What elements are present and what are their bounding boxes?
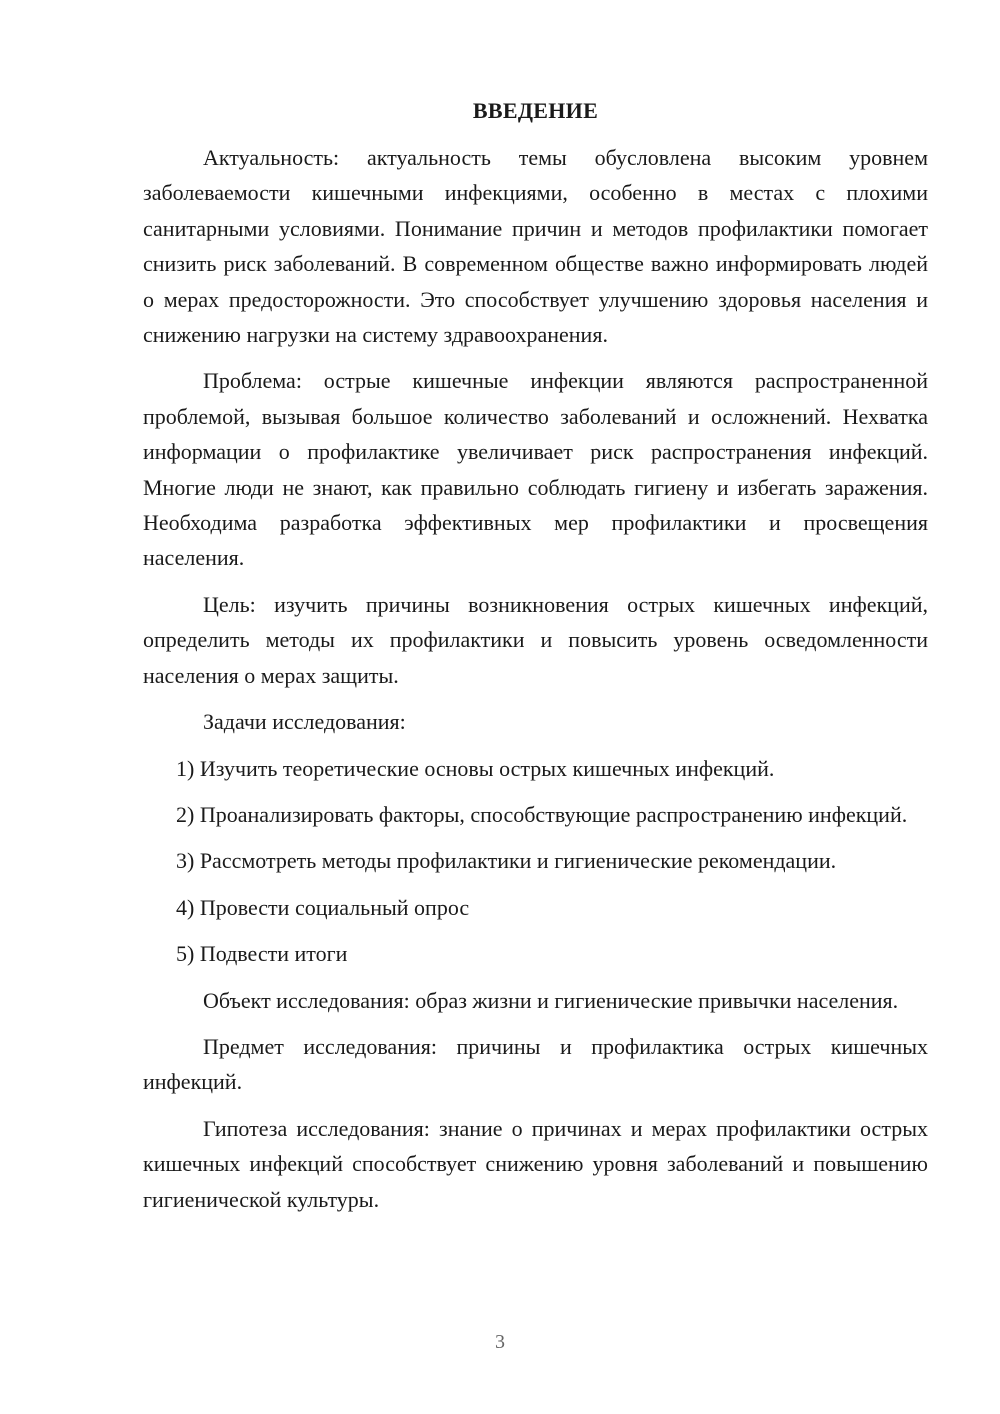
- page-number: 3: [495, 1331, 505, 1353]
- paragraph-object: Объект исследования: образ жизни и гигиенические привычки населения.: [203, 987, 899, 1013]
- paragraph-goal: Цель: изучить причины возникновения острых кишечных инфекций, определить методы их профилактики и повысить уровень осведомленности населения о мерах защиты.: [143, 591, 928, 688]
- task-item-3: 3) Рассмотреть методы профилактики и гигиенические рекомендации.: [176, 848, 837, 874]
- paragraph-hypothesis: Гипотеза исследования: знание о причинах и мерах профилактики острых кишечных инфекций способствует снижению уровня заболеваний и повышению гигиенической культуры.: [143, 1115, 928, 1212]
- paragraph-subject: Предмет исследования: причины и профилактика острых кишечных инфекций.: [143, 1033, 928, 1095]
- document-body: [143, 96, 928, 1228]
- paragraph-relevance: Актуальность: актуальность темы обусловлена высоким уровнем заболеваемости кишечными инфекциями, особенно в местах с плохими санитарными условиями. Понимание причин и методов профилактики помогает снизить риск заболеваний. В современном обществе важно информировать людей о мерах предосторожности. Это способствует улучшению здоровья населения и снижению нагрузки на систему здравоохранения.: [143, 145, 928, 348]
- section-title: ВВЕДЕНИЕ: [472, 98, 599, 123]
- task-item-5: 5) Подвести итоги: [176, 941, 348, 967]
- paragraph-tasks-heading: Задачи исследования:: [203, 709, 406, 735]
- paragraph-problem: Проблема: острые кишечные инфекции являются распространенной проблемой, вызывая большое количество заболеваний и осложнений. Нехватка информации о профилактике увеличивает риск распространения инфекций. Многие люди не знают, как правильно соблюдать гигиену и избегать заражения. Необходима разработка эффективных мер профилактики и просвещения населения.: [143, 368, 928, 571]
- task-item-2: 2) Проанализировать факторы, способствующие распространению инфекций.: [176, 801, 908, 827]
- task-item-4: 4) Провести социальный опрос: [176, 894, 470, 920]
- task-item-1: 1) Изучить теоретические основы острых кишечных инфекций.: [176, 755, 775, 781]
